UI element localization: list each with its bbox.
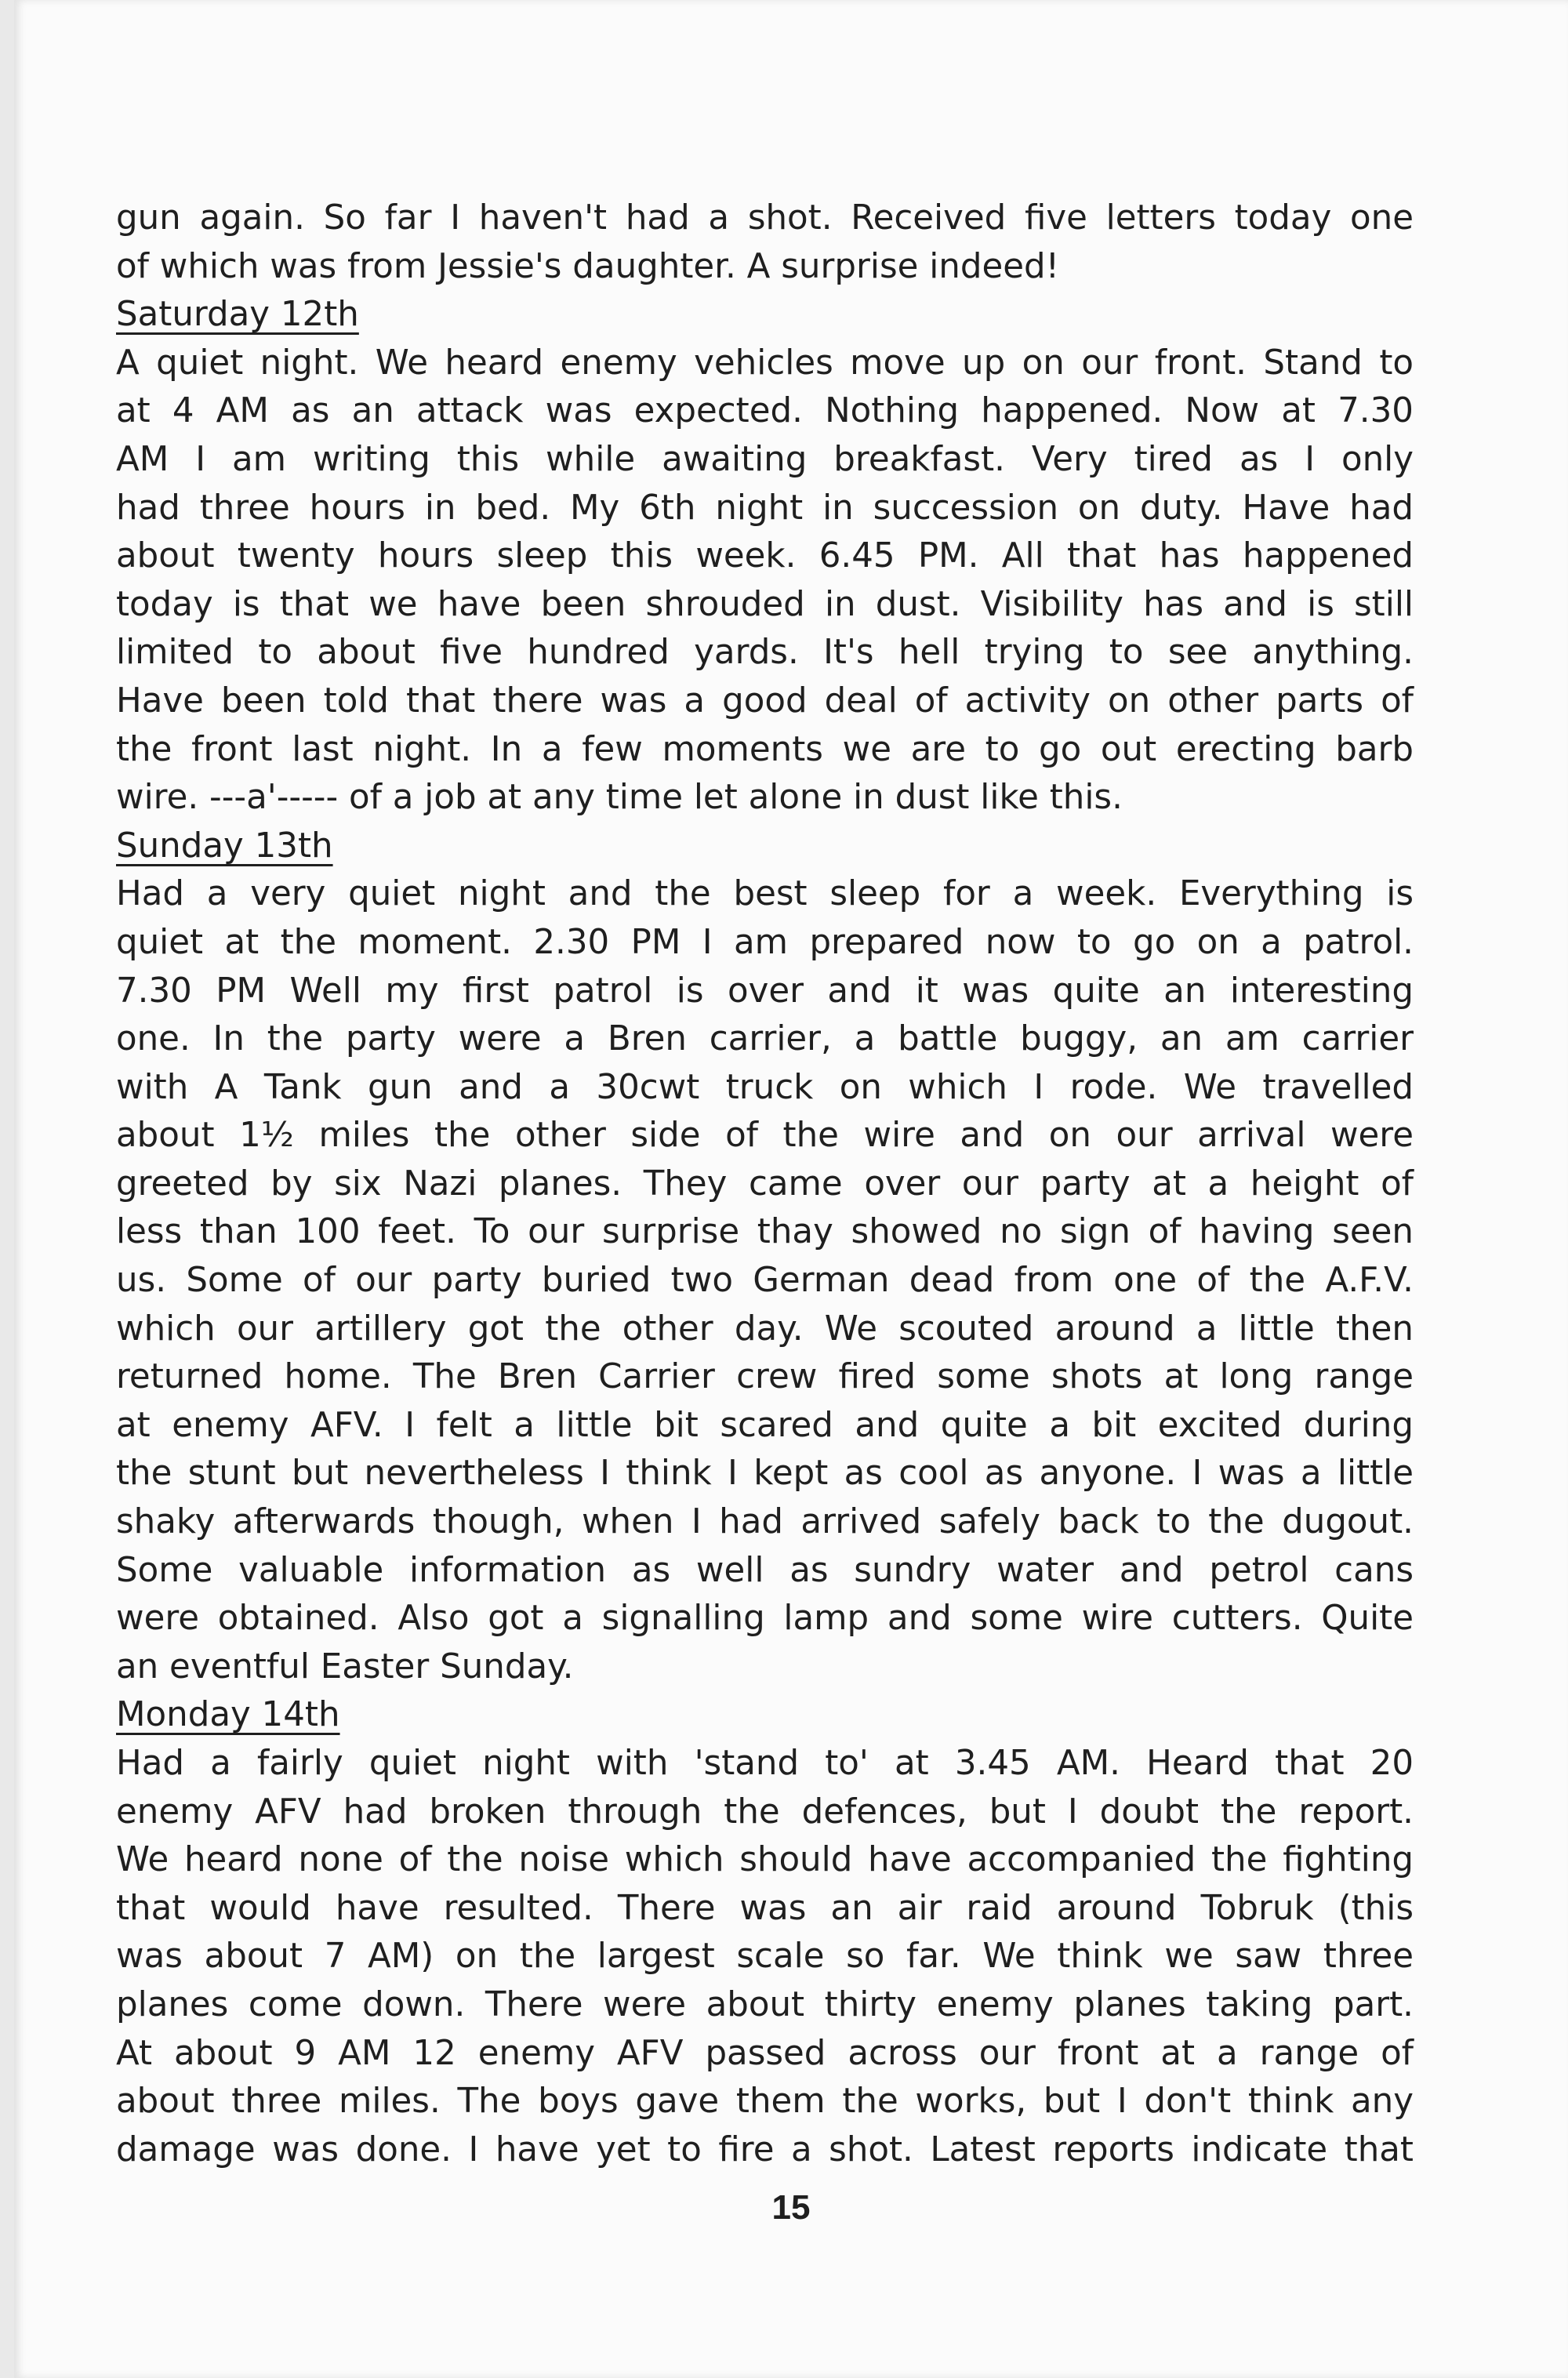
text-line: was about 7 AM) on the largest scale so far. We think we saw three	[116, 1937, 1414, 1977]
text-line: Had a very quiet night and the best sleep for a week. Everything is	[116, 874, 1414, 914]
text-line: damage was done. I have yet to fire a shot. Latest reports indicate that	[116, 2129, 1414, 2169]
text-line: quiet at the moment. 2.30 PM I am prepared now to go on a patrol.	[116, 922, 1414, 962]
text-line: planes come down. There were about thirty enemy planes taking part.	[116, 1984, 1414, 2024]
text-line: one. In the party were a Bren carrier, a battle buggy, an am carrier	[116, 1019, 1414, 1059]
text-line: less than 100 feet. To our surprise thay showed no sign of having seen	[116, 1212, 1414, 1252]
text-line: of which was from Jessie's daughter. A surprise indeed!	[116, 246, 1060, 286]
book-page	[14, 0, 1568, 2378]
text-line: enemy AFV had broken through the defences, but I doubt the report.	[116, 1792, 1414, 1832]
diary-date-heading	[116, 822, 1414, 871]
text-line: gun again. So far I haven't had a shot. Received five letters today one	[116, 198, 1414, 238]
diary-date-heading-text: Monday 14th	[116, 1695, 340, 1735]
text-line: 7.30 PM Well my first patrol is over and it was quite an interesting	[116, 971, 1414, 1011]
text-line: about three miles. The boys gave them the works, but I don't think any	[116, 2082, 1414, 2122]
text-line: at 4 AM as an attack was expected. Nothing happened. Now at 7.30	[116, 391, 1414, 431]
text-line: returned home. The Bren Carrier crew fired some shots at long range	[116, 1357, 1414, 1397]
text-line: had three hours in bed. My 6th night in succession on duty. Have had	[116, 488, 1414, 528]
text-line: At about 9 AM 12 enemy AFV passed across our front at a range of	[116, 2033, 1414, 2073]
text-line: about twenty hours sleep this week. 6.45 PM. All that has happened	[116, 536, 1414, 576]
text-line: Had a fairly quiet night with 'stand to' at 3.45 AM. Heard that 20	[116, 1744, 1414, 1783]
diary-date-heading	[116, 291, 1414, 339]
diary-date-heading-text: Sunday 13th	[116, 826, 333, 866]
diary-date-heading	[116, 1691, 1414, 1740]
text-line: today is that we have been shrouded in dust. Visibility has and is still	[116, 584, 1414, 624]
text-line: wire. ---a'----- of a job at any time let alone in dust like this.	[116, 778, 1123, 818]
text-line: the stunt but nevertheless I think I kept as cool as anyone. I was a little	[116, 1454, 1414, 1494]
text-line: us. Some of our party buried two German dead from one of the A.F.V.	[116, 1261, 1414, 1301]
diary-date-heading-text: Saturday 12th	[116, 295, 359, 335]
text-line: which our artillery got the other day. We scouted around a little then	[116, 1309, 1414, 1349]
page-body-text	[116, 194, 1414, 2174]
text-line: AM I am writing this while awaiting breakfast. Very tired as I only	[116, 439, 1414, 479]
text-line: Have been told that there was a good deal of activity on other parts of	[116, 681, 1414, 721]
text-line: that would have resulted. There was an air raid around Tobruk (this	[116, 1888, 1414, 1928]
text-line: at enemy AFV. I felt a little bit scared and quite a bit excited during	[116, 1405, 1414, 1445]
text-line: the front last night. In a few moments we are to go out erecting barb	[116, 729, 1414, 769]
text-line: Some valuable information as well as sundry water and petrol cans	[116, 1550, 1414, 1590]
text-line: greeted by six Nazi planes. They came over our party at a height of	[116, 1164, 1414, 1204]
text-line: shaky afterwards though, when I had arrived safely back to the dugout.	[116, 1502, 1414, 1542]
text-line: A quiet night. We heard enemy vehicles move up on our front. Stand to	[116, 343, 1414, 383]
text-line: limited to about five hundred yards. It's hell trying to see anything.	[116, 633, 1414, 673]
text-line: were obtained. Also got a signalling lamp and some wire cutters. Quite	[116, 1599, 1414, 1639]
text-line: an eventful Easter Sunday.	[116, 1646, 574, 1686]
text-line: We heard none of the noise which should have accompanied the fighting	[116, 1840, 1414, 1880]
page-number: 15	[771, 2188, 811, 2227]
text-line: with A Tank gun and a 30cwt truck on which I rode. We travelled	[116, 1067, 1414, 1107]
text-line: about 1½ miles the other side of the wire and on our arrival were	[116, 1116, 1414, 1156]
